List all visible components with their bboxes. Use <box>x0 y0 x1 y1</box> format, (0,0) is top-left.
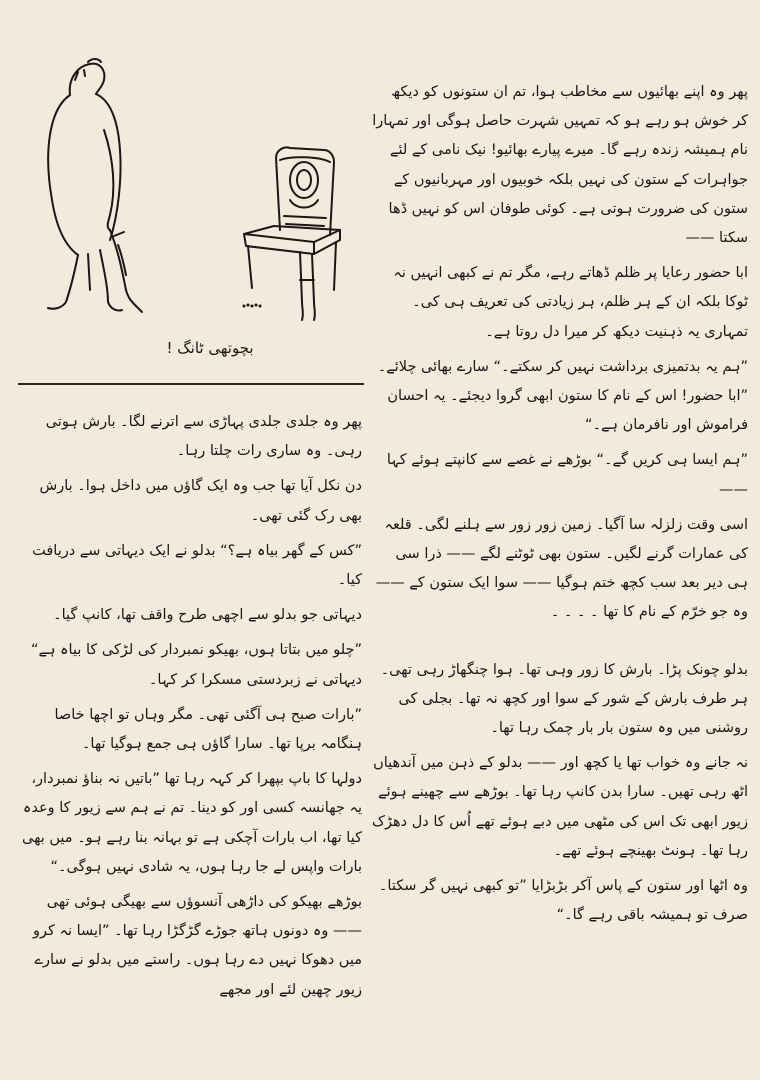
paragraph: ”چلو میں بتاتا ہوں، بھیکو نمبردار کی لڑکی کا بیاہ ہے“ دیہاتی نے زبردستی مسکرا کر کہا۔ <box>30 642 362 688</box>
paragraph: ”ہم یہ بدتمیزی برداشت نہیں کر سکتے۔“ سارے بھائی چلائے۔ ”ابا حضور! اس کے نام کا ستون ابھی گروا دیجئے۔ یہ احسان فراموش اور نافرمان ہے۔“ <box>377 358 748 434</box>
paragraph: وہ اٹھا اور ستون کے پاس آکر بڑبڑایا ”تو کبھی نہیں گر سکتا۔ صرف تو ہمیشہ باقی رہے گا۔“ <box>378 878 748 924</box>
right-column <box>372 78 748 930</box>
paragraph: بدلو چونک پڑا۔ بارش کا زور وہی تھا۔ ہوا چنگھاڑ رہی تھی۔ ہر طرف بارش کے شور کے سوا اور کچھ نہ تھا۔ بجلی کی روشنی میں وہ ستون بار بار چمک رہا تھا۔ <box>380 661 748 737</box>
left-column <box>18 408 362 1005</box>
chair-drawing <box>244 147 340 320</box>
paragraph: دیہاتی جو بدلو سے اچھی طرح واقف تھا، کانپ گیا۔ <box>53 607 362 624</box>
paragraph: دن نکل آیا تھا جب وہ ایک گاؤں میں داخل ہوا۔ بارش بھی رک گئی تھی۔ <box>39 478 362 524</box>
paragraph: ”ہم ایسا ہی کریں گے۔“ بوڑھے نے غصے سے کانپتے ہوئے کہا —— <box>386 452 748 498</box>
paragraph: پھر وہ اپنے بھائیوں سے مخاطب ہوا، تم ان ستونوں کو دیکھ کر خوش ہو رہے ہو کہ تمہیں شہرت حاصل ہوگی اور تمہارا نام ہمیشہ زندہ رہے گا۔ میرے پیارے بھائیو! نیک نامی کے لئے جواہرات کے ستون کی نہیں بلکہ خوبیوں اور مہربانیوں کے ستون کی ضرورت ہوتی ہے۔ کوئی طوفان اس کو نہیں ڈھا سکتا —— <box>372 84 748 247</box>
illustration <box>18 40 368 370</box>
paragraph: ابا حضور رعایا پر ظلم ڈھاتے رہے، مگر تم نے کبھی انہیں نہ ٹوکا بلکہ ان کے ہر ظلم، ہر زیادتی کی تعریف ہی کی۔ تمہاری یہ ذہنیت دیکھ کر میرا دل روتا ہے۔ <box>393 265 748 340</box>
illustration-caption: بچوتھی ٹانگ ! <box>166 339 254 357</box>
paragraph: اسی وقت زلزلہ سا آگیا۔ زمین زور زور سے ہلنے لگی۔ قلعہ کی عمارات گرنے لگیں۔ ستون بھی ٹوٹنے لگے —— ذرا سی ہی دیر بعد سب کچھ ختم ہوگیا —— سوا ایک ستون کے —— وہ جو خرّم کے نام کا تھا ۔ ۔ ۔ ۔ <box>375 516 748 621</box>
paragraph: ”کس کے گھر بیاہ ہے؟“ بدلو نے ایک دیہاتی سے دریافت کیا۔ <box>32 542 362 589</box>
artist-signature <box>243 304 262 308</box>
walking-man-drawing <box>48 59 142 312</box>
column-divider <box>18 383 364 385</box>
paragraph: دولہا کا باپ بپھرا کر کہہ رہا تھا ”باتیں نہ بناؤ نمبردار، یہ جھانسہ کسی اور کو دینا۔ تم نے ہم سے زیور کا وعدہ کیا تھا، اب بارات آچکی ہے تو بہانہ بنا رہے ہو۔ میں بھی بارات واپس لے جا رہا ہوں، یہ شادی نہیں ہوگی۔“ <box>21 771 362 875</box>
paragraph: نہ جانے وہ خواب تھا یا کچھ اور —— بدلو کے ذہن میں آندھیاں اٹھ رہی تھیں۔ سارا بدن کانپ رہا تھا۔ بوڑھے سے چھینے ہوئے زیور ابھی تک اس کی مٹھی میں دبے ہوئے تھے اُس کا دل دھڑک رہا تھا۔ ہونٹ بھینچے ہوئے تھے۔ <box>372 755 748 859</box>
paragraph: پھر وہ جلدی جلدی پہاڑی سے اترنے لگا۔ بارش ہوتی رہی۔ وہ ساری رات چلتا رہا۔ <box>45 414 362 460</box>
paragraph: بوڑھے بھیکو کی داڑھی آنسوؤں سے بھیگی ہوئی تھی —— وہ دونوں ہاتھ جوڑے گڑگڑا رہا تھا۔ ”ایسا نہ کرو میں دھوکا نہیں دے رہا ہوں۔ راستے میں بدلو نے سارے زیور چھین لئے اور مجھے <box>32 894 362 998</box>
paragraph: ”بارات صبح ہی آگئی تھی۔ مگر وہاں تو اچھا خاصا ہنگامہ برپا تھا۔ سارا گاؤں ہی جمع ہوگیا تھا۔ <box>54 706 362 753</box>
